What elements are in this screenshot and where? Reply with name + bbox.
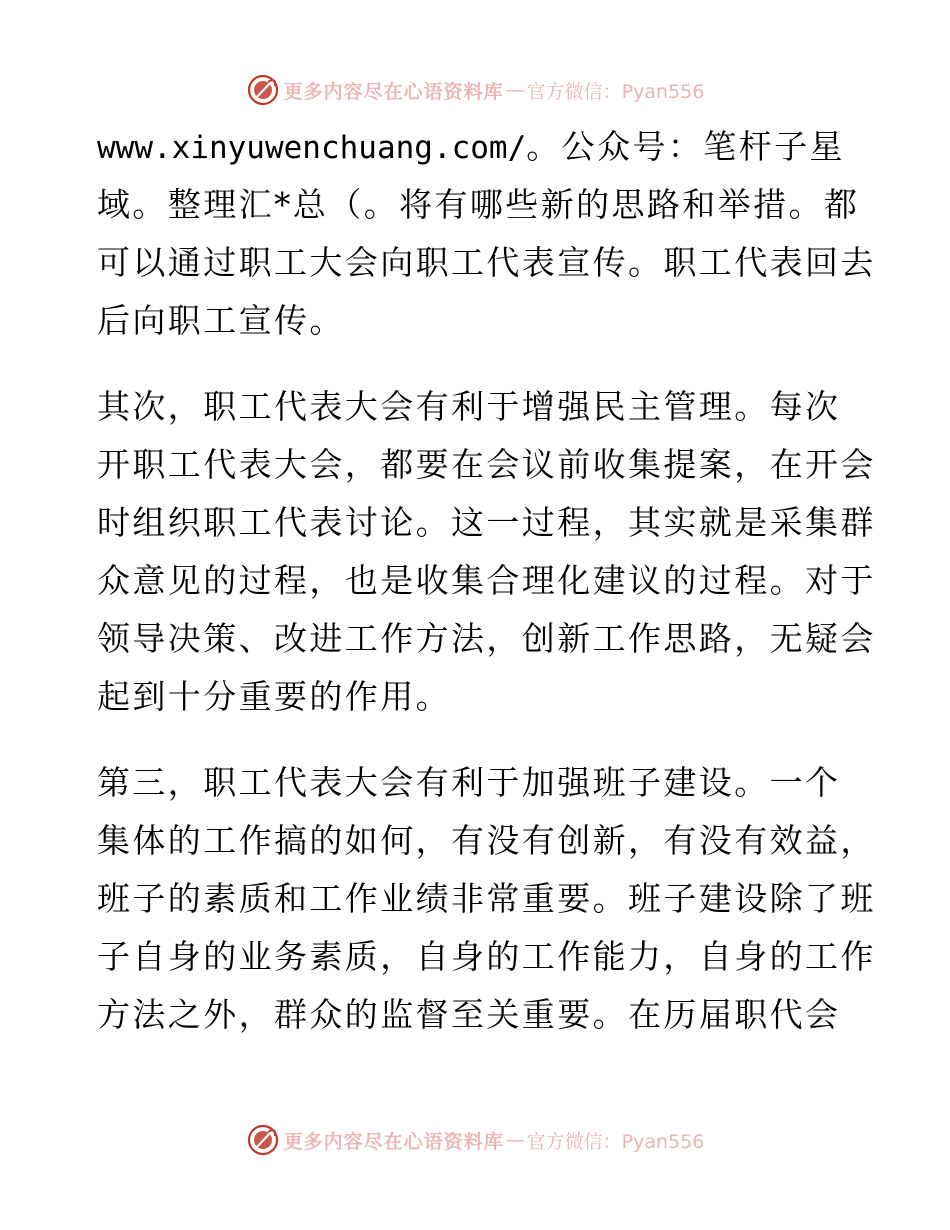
quill-logo-icon [246,73,280,107]
text-line: 开职工代表大会，都要在会议前收集提案，在开会 [97,445,876,484]
text-line: 方法之外，群众的监督至关重要。在历届职代会 [97,995,841,1034]
watermark-separator: — [505,1129,525,1151]
document-body [97,118,876,1044]
text-line: 其次，职工代表大会有利于增强民主管理。每次 [97,387,841,426]
text-line: 班子的素质和工作业绩非常重要。班子建设除了班 [97,879,876,918]
paragraph-3 [97,754,876,1044]
text-line [97,118,857,176]
watermark-separator: — [505,79,525,101]
header-watermark [0,70,950,110]
watermark-brand: 更多内容尽在心语资料库 [283,80,504,103]
paragraph-1 [97,118,876,350]
text-line: 可以通过职工大会向职工代表宣传。职工代表回去 [97,243,876,282]
text-line: 众意见的过程，也是收集合理化建议的过程。对于 [97,561,876,600]
text-line: 领导决策、改进工作方法，创新工作思路，无疑会 [97,619,876,658]
text-line: 子自身的业务素质，自身的工作能力，自身的工作 [97,937,876,976]
watermark-brand: 更多内容尽在心语资料库 [283,1130,504,1153]
text-line: 集体的工作搞的如何，有没有创新，有没有效益， [97,821,876,860]
paragraph-2 [97,378,876,726]
website-url: www.xinyuwenchuang.com/ [97,130,527,166]
watermark-contact: 官方微信：Pyan556 [526,1130,705,1153]
text-line: 起到十分重要的作用。 [97,677,451,716]
text-line: 第三，职工代表大会有利于加强班子建设。一个 [97,763,841,802]
text-line: 后向职工宣传。 [97,301,345,340]
text-line: 时组织职工代表讨论。这一过程，其实就是采集群 [97,503,876,542]
text-line: 域。整理汇*总（。将有哪些新的思路和举措。都 [97,185,860,224]
quill-logo-icon [246,1123,280,1157]
text-segment: 。公众号：笔杆子星 [526,127,845,166]
watermark-contact: 官方微信：Pyan556 [526,80,705,103]
footer-watermark [0,1120,950,1160]
